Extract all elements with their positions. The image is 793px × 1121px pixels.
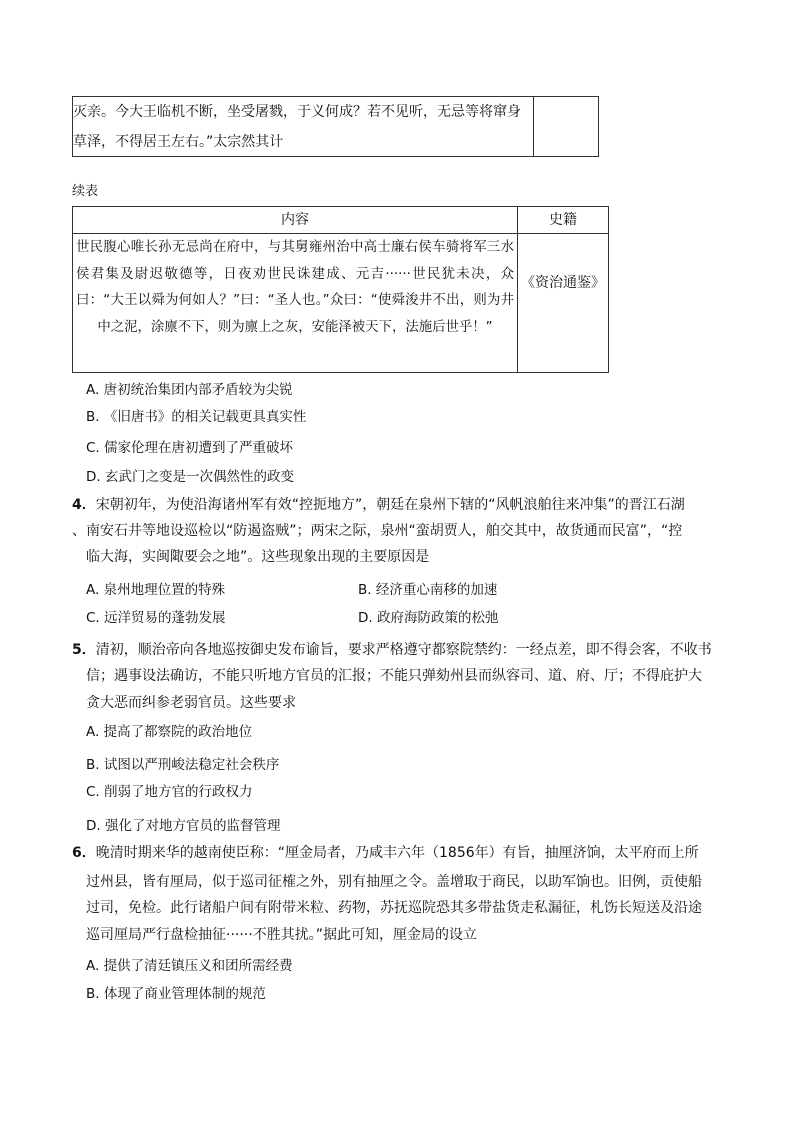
history-table <box>72 206 609 373</box>
q3-option-a[interactable]: A. 唐初统治集团内部矛盾较为尖锐 <box>86 382 293 398</box>
question-number: 5． <box>72 642 96 658</box>
table-text-line: 灭亲。今大王临机不断，坐受屠戮，于义何成？若不见听，无忌等将窜身 <box>73 104 521 120</box>
table-source-cell: 《资治通鉴》 <box>521 275 605 291</box>
question-text-line: 巡司厘局严行盘检抽征······不胜其扰。”据此可知，厘金局的设立 <box>86 927 477 943</box>
question-number: 4． <box>72 497 96 513</box>
question-text-line: 宋朝初年，为使沿海诸州军有效“控扼地方”，朝廷在泉州下辖的“风帆浪舶往来冲集”的晋江石湖 <box>95 497 685 513</box>
question-text-line: 贪大恶而纠参老弱官员。这些要求 <box>86 695 296 711</box>
q4-option-c[interactable]: C. 远洋贸易的蓬勃发展 <box>86 610 226 626</box>
q4-option-b[interactable]: B. 经济重心南移的加速 <box>358 582 498 598</box>
table-source-cell <box>534 97 598 156</box>
q3-option-b[interactable]: B. 《旧唐书》的相关记载更具真实性 <box>86 409 307 425</box>
question-text-line: 过司，免检。此行诸船户间有附带米粒、药物，苏抚巡院恐其多带盐货走私漏征，札饬长短送及沿途 <box>86 900 702 916</box>
table-content-cell: 世民腹心唯长孙无忌尚在府中，与其舅雍州治中高士廉右侯车骑将军三水侯君集及尉迟敬德等，日夜劝世民诛建成、元吉······世民犹未决，众曰：“大王以舜为何如人？”曰：“圣人也。”众曰：“使舜浚井不出，则为井中之泥，涂廪不下，则为廪上之灰，安能泽被天下，法施后世乎！” <box>73 234 518 373</box>
question-4 <box>72 494 685 514</box>
continued-table-label: 续表 <box>72 184 99 199</box>
question-text-line: 晚清时期来华的越南使臣称：“厘金局者，乃咸丰六年（1856年）有旨，抽厘济饷，太平府而上所 <box>95 845 699 861</box>
continued-table <box>72 96 599 157</box>
table-header-row <box>73 207 608 234</box>
q5-option-b[interactable]: B. 试图以严刑峻法稳定社会秩序 <box>86 757 280 773</box>
question-text-line: 临大海，实闽陬要会之地”。这些现象出现的主要原因是 <box>86 549 430 565</box>
question-5 <box>72 639 712 659</box>
header-content: 内容 <box>73 207 518 233</box>
table-row <box>73 234 608 373</box>
q4-option-d[interactable]: D. 政府海防政策的松弛 <box>358 610 499 626</box>
q5-option-c[interactable]: C. 削弱了地方官的行政权力 <box>86 784 253 800</box>
question-number: 6． <box>72 845 96 861</box>
q3-option-c[interactable]: C. 儒家伦理在唐初遭到了严重破坏 <box>86 440 294 456</box>
header-source: 史籍 <box>549 212 577 228</box>
q5-option-d[interactable]: D. 强化了对地方官员的监督管理 <box>86 818 281 834</box>
q5-option-a[interactable]: A. 提高了都察院的政治地位 <box>86 724 253 740</box>
q6-option-b[interactable]: B. 体现了商业管理体制的规范 <box>86 986 266 1002</box>
question-text-line: 清初，顺治帝向各地巡按御史发布谕旨，要求严格遵守都察院禁约：一经点差，即不得会客，不收书 <box>95 642 712 658</box>
question-text-line: 信；遇事设法确访，不能只听地方官员的汇报；不能只弹劾州县而纵容司、道、府、厅；不得庇护大 <box>86 668 702 684</box>
q3-option-d[interactable]: D. 玄武门之变是一次偶然性的政变 <box>86 469 294 485</box>
q4-option-a[interactable]: A. 泉州地理位置的特殊 <box>86 582 226 598</box>
question-6 <box>72 842 699 862</box>
question-text-line: 、南安石井等地设巡检以“防遏盗贼”；两宋之际，泉州“蛮胡贾人，舶交其中，故货通而民富”，“控 <box>72 523 683 539</box>
q6-option-a[interactable]: A. 提供了清廷镇压义和团所需经费 <box>86 958 293 974</box>
table-content-cell <box>73 97 534 156</box>
question-text-line: 过州县，皆有厘局，似于巡司征榷之外，别有抽厘之令。盖增取于商民，以助军饷也。旧例，贡使船 <box>86 874 702 890</box>
table-text-line: 草泽，不得居王左右。”太宗然其计 <box>73 134 284 150</box>
